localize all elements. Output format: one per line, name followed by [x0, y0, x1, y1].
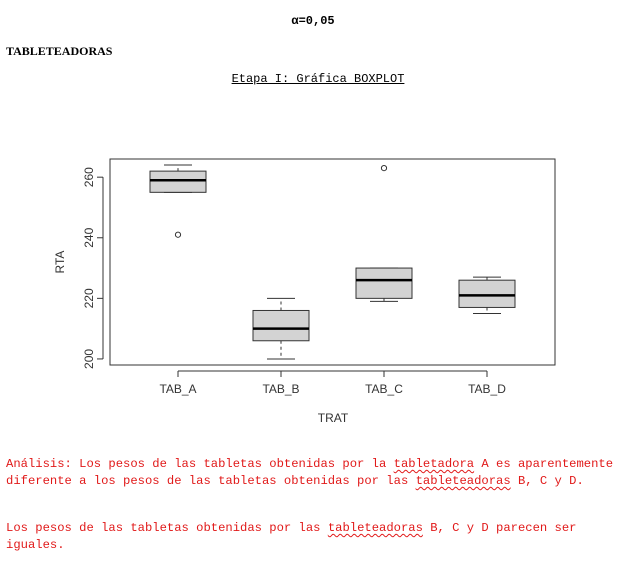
x-tick-label: TAB_D — [468, 382, 506, 396]
y-axis — [82, 167, 103, 369]
analysis-text: B, C y D. — [510, 474, 584, 488]
x-axis-label: TRAT — [317, 411, 349, 425]
iqr-box — [356, 268, 412, 298]
box-tab-b — [253, 298, 309, 359]
x-tick-label: TAB_C — [365, 382, 403, 396]
analysis-paragraph-2 — [6, 520, 618, 554]
iqr-box — [150, 171, 206, 192]
y-tick-label: 240 — [82, 227, 96, 248]
box-tab-a — [150, 165, 206, 237]
box-tab-d — [459, 277, 515, 313]
spellcheck-word: tableteadoras — [327, 521, 423, 535]
chart-subtitle: Etapa I: Gráfica BOXPLOT — [231, 72, 405, 86]
iqr-box — [459, 280, 515, 307]
y-tick-label: 260 — [82, 167, 96, 188]
x-tick-label: TAB_B — [262, 382, 300, 396]
spellcheck-word: tabletadora — [393, 457, 475, 471]
analysis-paragraph-1 — [6, 456, 618, 490]
analysis-text: B, C y D parecen ser iguales. — [6, 521, 577, 552]
analysis-text: Análisis: Los pesos de las tabletas obtenidas por la — [6, 457, 394, 471]
box-tab-c — [356, 165, 412, 301]
section-heading: TABLETEADORAS — [6, 44, 113, 58]
analysis-text: Los pesos de las tabletas obtenidas por las — [6, 521, 328, 535]
x-tick-label: TAB_A — [159, 382, 197, 396]
y-axis-label: RTA — [53, 250, 67, 274]
analysis-text: A es aparentemente diferente a los pesos de las tabletas obtenidas por las — [6, 457, 614, 488]
iqr-box — [253, 310, 309, 340]
y-tick-label: 220 — [82, 288, 96, 309]
alpha-label: α=0,05 — [291, 14, 335, 28]
x-axis — [159, 371, 506, 396]
outlier-point — [381, 165, 386, 170]
outlier-point — [175, 232, 180, 237]
y-tick-label: 200 — [82, 348, 96, 369]
boxplot-chart — [40, 150, 580, 440]
spellcheck-word: tableteadoras — [415, 474, 511, 488]
boxes-group — [150, 165, 515, 359]
